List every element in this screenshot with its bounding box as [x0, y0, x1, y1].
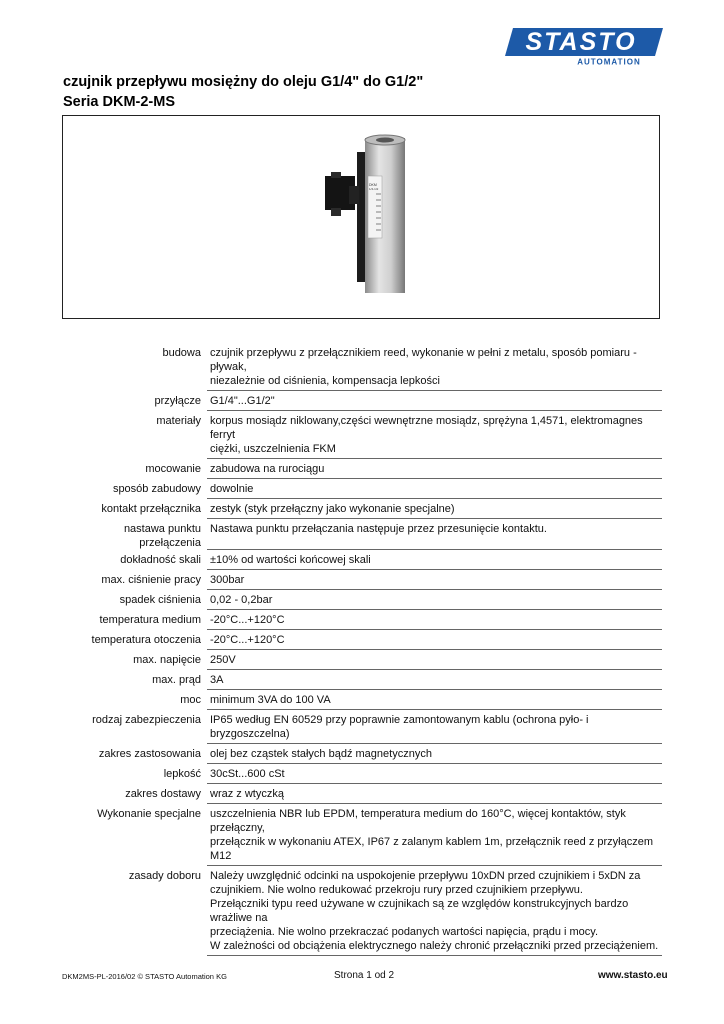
spec-label: kontakt przełącznika: [101, 503, 201, 515]
spec-value-line: czujnikiem. Nie wolno redukować przekroju rury przed czujnikiem przepływu.: [210, 884, 583, 896]
spec-value: [207, 411, 662, 459]
spec-value-line: Należy uwzględnić odcinki na uspokojenie przepływu 10xDN przed czujnikiem i 5xDN za: [210, 870, 641, 882]
spec-label: temperatura medium: [99, 614, 201, 626]
spec-value: [207, 690, 662, 710]
footer-doc-ref: DKM2MS-PL-2016/02 © STASTO Automation KG: [62, 972, 227, 981]
spec-value: [207, 784, 662, 804]
spec-label: mocowanie: [145, 463, 201, 475]
spec-label: nastawa punktu przełączenia: [123, 523, 201, 549]
spec-value-line: uszczelnienia NBR lub EPDM, temperatura medium do 160°C, więcej kontaktów, styk przełączny,: [210, 808, 626, 834]
spec-value: [207, 590, 662, 610]
spec-row: [62, 590, 662, 610]
spec-value: [207, 710, 662, 744]
spec-row: [62, 630, 662, 650]
specifications-table: [62, 343, 662, 956]
spec-label: zasady doboru: [128, 870, 201, 882]
spec-row: [62, 610, 662, 630]
spec-value: [207, 764, 662, 784]
spec-value: [207, 459, 662, 479]
spec-value-line: IP65 według EN 60529 przy poprawnie zamontowanym kablu (ochrona pyło- i bryzgoszczelna): [210, 714, 589, 740]
spec-label: spadek ciśnienia: [119, 594, 201, 606]
spec-row: [62, 391, 662, 411]
spec-value-line: Nastawa punktu przełączania następuje przez przesunięcie kontaktu.: [210, 523, 547, 535]
device-label-line-2: 1/4-1/2: [369, 187, 379, 191]
spec-value-line: 30cSt...600 cSt: [210, 768, 285, 780]
spec-value: [207, 570, 662, 590]
spec-value-line: G1/4"...G1/2": [210, 395, 275, 407]
spec-row: [62, 479, 662, 499]
spec-value: [207, 550, 662, 570]
product-photo-frame: [62, 115, 660, 319]
spec-row: [62, 459, 662, 479]
spec-value: [207, 804, 662, 866]
spec-value: [207, 650, 662, 670]
spec-value: [207, 479, 662, 499]
spec-value-line: 0,02 - 0,2bar: [210, 594, 273, 606]
page-title: [63, 72, 423, 112]
spec-value-line: przełącznik w wykonaniu ATEX, IP67 z zalanym kablem 1m, przełącznik reed z przyłączem M12: [210, 836, 654, 862]
device-label-line-1: DKM: [369, 183, 377, 187]
spec-value-line: korpus mosiądz niklowany,części wewnętrzne mosiądz, sprężyna 1,4571, elektromagnes ferryt: [210, 415, 643, 441]
spec-value-line: wraz z wtyczką: [210, 788, 284, 800]
spec-value-line: 3A: [210, 674, 224, 686]
spec-row: [62, 764, 662, 784]
spec-row: [62, 411, 662, 459]
spec-label: rodzaj zabezpieczenia: [92, 714, 201, 726]
spec-row: [62, 784, 662, 804]
spec-value: [207, 610, 662, 630]
spec-label: zakres dostawy: [125, 788, 201, 800]
spec-value-line: zabudowa na rurociągu: [210, 463, 325, 475]
spec-label: temperatura otoczenia: [91, 634, 201, 646]
spec-value-line: dowolnie: [210, 483, 254, 495]
spec-label: budowa: [162, 347, 201, 359]
spec-row: [62, 690, 662, 710]
spec-value-line: zestyk (styk przełączny jako wykonanie specjalne): [210, 503, 455, 515]
spec-row: [62, 744, 662, 764]
spec-value-line: -20°C...+120°C: [210, 614, 285, 626]
spec-label: max. ciśnienie pracy: [101, 574, 201, 586]
spec-label: materiały: [156, 415, 201, 427]
spec-value: [207, 343, 662, 391]
spec-row: [62, 343, 662, 391]
brand-tagline: AUTOMATION: [577, 57, 641, 66]
spec-label: dokładność skali: [120, 554, 201, 566]
spec-value-line: 250V: [210, 654, 236, 666]
title-line-2: Seria DKM-2-MS: [63, 94, 175, 110]
spec-label: Wykonanie specjalne: [97, 808, 201, 820]
spec-value: [207, 866, 662, 956]
spec-row: [62, 650, 662, 670]
spec-value-line: niezależnie od ciśnienia, kompensacja lepkości: [210, 375, 440, 387]
spec-label: moc: [180, 694, 201, 706]
spec-row: [62, 519, 662, 550]
spec-value-line: ±10% od wartości końcowej skali: [210, 554, 371, 566]
brand-name: STASTO: [525, 28, 637, 56]
spec-value: [207, 391, 662, 411]
spec-value: [207, 499, 662, 519]
spec-label: max. prąd: [152, 674, 201, 686]
footer-website-link[interactable]: www.stasto.eu: [598, 970, 668, 981]
spec-value-line: minimum 3VA do 100 VA: [210, 694, 331, 706]
spec-value-line: 300bar: [210, 574, 245, 586]
spec-row: [62, 804, 662, 866]
spec-value: [207, 744, 662, 764]
spec-label: zakres zastosowania: [98, 748, 201, 760]
spec-label: przyłącze: [154, 395, 201, 407]
spec-value-line: Przełączniki typu reed używane w czujnikach są ze względów konstrukcyjnych bardzo wrażliwe na: [210, 898, 629, 924]
title-line-1: czujnik przepływu mosiężny do oleju G1/4" do G1/2": [63, 74, 424, 90]
spec-value-line: czujnik przepływu z przełącznikiem reed, wykonanie w pełni z metalu, sposób pomiaru - pływak,: [210, 347, 637, 373]
spec-label: lepkość: [163, 768, 201, 780]
spec-value-line: ciężki, uszczelnienia FKM: [210, 443, 336, 455]
spec-value-line: -20°C...+120°C: [210, 634, 285, 646]
spec-value: [207, 670, 662, 690]
product-image: [63, 116, 659, 318]
spec-value-line: W zależności od obciążenia elektrycznego należy chronić przełączniki przed przeciążeniem.: [210, 940, 659, 952]
spec-row: [62, 866, 662, 956]
spec-row: [62, 550, 662, 570]
spec-value: [207, 519, 662, 550]
spec-value: [207, 630, 662, 650]
spec-label: max. napięcie: [133, 654, 201, 666]
spec-value-line: przeciążenia. Nie wolno przekraczać podanych wartości napięcia, prądu i mocy.: [210, 926, 599, 938]
stasto-logo: [505, 28, 663, 66]
spec-label: sposób zabudowy: [112, 483, 201, 495]
spec-row: [62, 710, 662, 744]
spec-row: [62, 570, 662, 590]
footer-page-number: Strona 1 od 2: [334, 970, 395, 981]
spec-value-line: olej bez cząstek stałych bądź magnetycznych: [210, 748, 432, 760]
spec-row: [62, 670, 662, 690]
spec-row: [62, 499, 662, 519]
